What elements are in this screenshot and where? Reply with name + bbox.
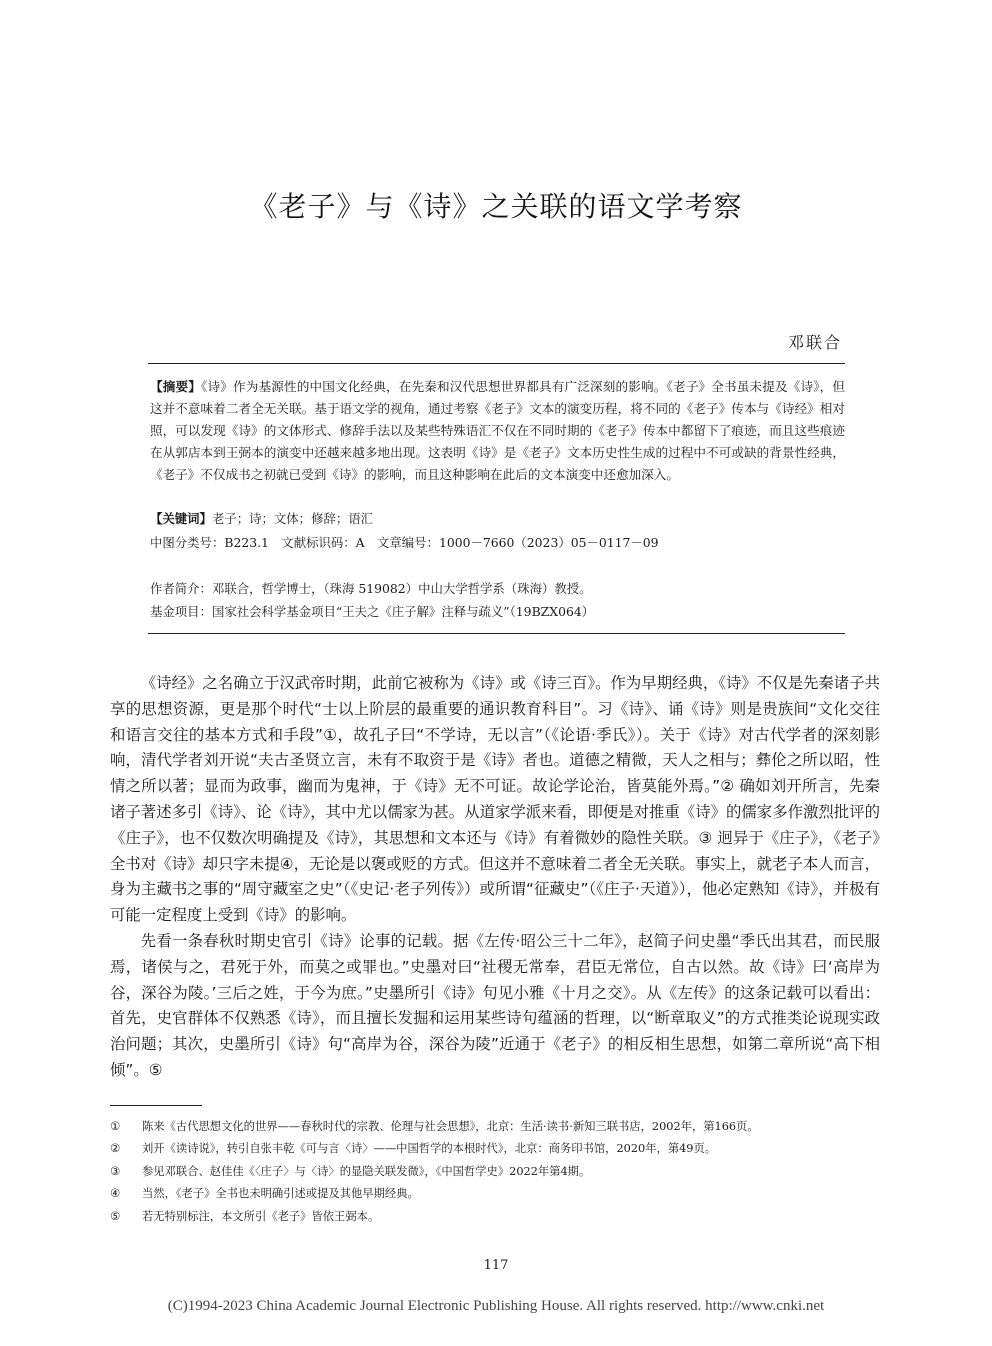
funding-line: 基金项目：国家社会科学基金项目“王夫之《庄子解》注释与疏义”（19BZX064） — [150, 604, 595, 619]
classification-line: 中图分类号：B223.1 文献标识码：A 文章编号：1000－7660（2023）05－0117－09 — [150, 535, 659, 550]
keywords-label: 【关键词】 — [150, 511, 212, 526]
page-number: 117 — [483, 1258, 509, 1273]
footnote-number: ① — [110, 1120, 121, 1133]
abstract-text: 《诗》作为基源性的中国文化经典，在先秦和汉代思想世界都具有广泛深刻的影响。《老子》全书虽未提及《诗》，但这并不意味着二者全无关联。基于语文学的视角，通过考察《老子》文本的演变历程，将不同的《老子》传本与《诗经》相对照，可以发现《诗》的文体形式、修辞手法以及某些特殊语汇不仅在不同时期的《老子》传本中都留下了痕迹，而且这些痕迹在从郭店本到王弼本的演变中还越来越多地出现。这表明《诗》是《老子》文本历史性生成的过程中不可或缺的背景性经典，《老子》不仅成书之初就已受到《诗》的影响，而且这种影响在此后的文本演变中还愈加深入。 — [150, 379, 846, 482]
abstract-bottom-rule — [148, 633, 845, 634]
copyright-notice: (C)1994-2023 China Academic Journal Electronic Publishing House. All rights reserved. http://www.cnki.net — [167, 1298, 825, 1314]
abstract-block — [150, 376, 845, 486]
footnote-text: 陈来《古代思想文化的世界——春秋时代的宗教、伦理与社会思想》，北京：生活·读书·新知三联书店，2002年，第166页。 — [142, 1120, 759, 1133]
paragraph-1: 《诗经》之名确立于汉武帝时期，此前它被称为《诗》或《诗三百》。作为早期经典，《诗》不仅是先秦诸子共享的思想资源，更是那个时代“士以上阶层的最重要的通识教育科目”。习《诗》、诵《诗》则是贵族间“文化交往和语言交往的基本方式和手段”①，故孔子曰“不学诗，无以言”（《论语·季氏》）。关于《诗》对古代学者的深刻影响，清代学者刘开说“夫古圣贤立言，未有不取资于是《诗》者也。道德之精微，天人之相与；彝伦之所以昭，性情之所以著；显而为政事，幽而为鬼神，于《诗》无不可证。故论学论治，皆莫能外焉。”② 确如刘开所言，先秦诸子著述多引《诗》、论《诗》，其中尤以儒家为甚。从道家学派来看，即便是对推重《诗》的儒家多作激烈批评的《庄子》，也不仅数次明确提及《诗》，其思想和文本还与《诗》有着微妙的隐性关联。③ 迥异于《庄子》，《老子》全书对《诗》却只字未提④，无论是以褒或贬的方式。但这并不意味着二者全无关联。事实上，就老子本人而言，身为主藏书之事的“周守藏室之史”（《史记·老子列传》）或所谓“征藏史”（《庄子·天道》），他必定熟知《诗》，并极有可能一定程度上受到《诗》的影响。 — [110, 674, 880, 925]
abstract-label: 【摘要】 — [150, 379, 202, 394]
footnote-text: 若无特别标注，本文所引《老子》皆依王弼本。 — [142, 1209, 380, 1223]
footnote-number: ② — [110, 1142, 121, 1156]
footnote-item — [110, 1116, 890, 1138]
footnote-number: ⑤ — [110, 1209, 121, 1223]
abstract-top-rule — [148, 363, 845, 364]
footnote-text: 当然，《老子》全书也未明确引述或提及其他早期经典。 — [142, 1187, 419, 1201]
author-bio: 作者简介：邓联合，哲学博士，（珠海 519082）中山大学哲学系（珠海）教授。 — [150, 581, 592, 596]
footnote-number: ③ — [110, 1164, 121, 1178]
body-text — [110, 671, 880, 1084]
keywords-line — [150, 508, 845, 530]
footnote-item — [110, 1183, 890, 1205]
paragraph-2: 先看一条春秋时期史官引《诗》论事的记载。据《左传·昭公三十二年》，赵简子问史墨“季氏出其君，而民服焉，诸侯与之，君死于外，而莫之或罪也。”史墨对曰“社稷无常奉，君臣无常位，自古以然。故《诗》曰‘高岸为谷，深谷为陵。’三后之姓，于今为庶。”史墨所引《诗》句见小雅《十月之交》。从《左传》的这条记载可以看出：首先，史官群体不仅熟悉《诗》，而且擅长发掘和运用某些诗句蕴涵的哲理，以“断章取义”的方式推类论说现实政治问题；其次，史墨所引《诗》句“高岸为谷，深谷为陵”近通于《老子》的相反相生思想，如第二章所说“高下相倾”。⑤ — [110, 931, 880, 1079]
footnotes — [110, 1116, 890, 1228]
keywords-text: 老子；诗；文体；修辞；语汇 — [211, 511, 374, 526]
footnote-number: ④ — [110, 1187, 121, 1201]
footnote-item — [110, 1161, 890, 1183]
footnote-rule — [110, 1105, 202, 1106]
footnote-text: 参见邓联合、赵佳佳《〈庄子〉与〈诗〉的显隐关联发微》，《中国哲学史》2022年第4期。 — [142, 1164, 591, 1178]
footnote-item — [110, 1138, 890, 1160]
article-title: 《老子》与《诗》之关联的语文学考察 — [249, 190, 743, 223]
author-name: 邓联合 — [787, 333, 842, 352]
footnote-item — [110, 1206, 890, 1228]
footnote-text: 刘开《读诗说》，转引自张丰乾《可与言〈诗〉——中国哲学的本根时代》，北京：商务印书馆，2020年，第49页。 — [142, 1142, 717, 1156]
